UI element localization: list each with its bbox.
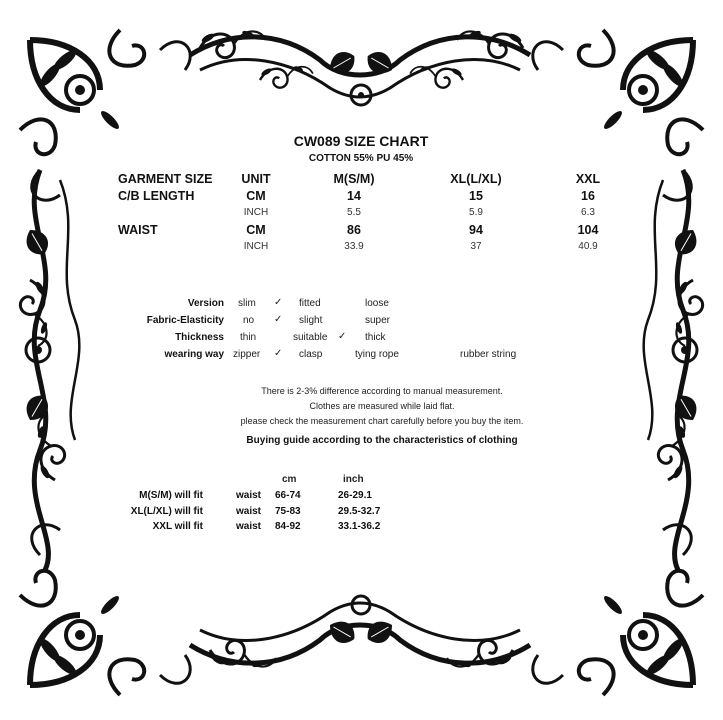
table-cell: 6.3 xyxy=(581,207,595,218)
option-zipper: zipper xyxy=(233,349,261,360)
guide-size-label: XL(L/XL) will fit xyxy=(130,506,203,517)
guide-cm: 84-92 xyxy=(275,521,301,532)
note-line: Clothes are measured while laid flat. xyxy=(309,401,455,411)
table-cell: 14 xyxy=(347,189,361,203)
option-slight: slight xyxy=(299,315,323,326)
header-size-xxl: XXL xyxy=(575,172,601,186)
table-cell: 40.9 xyxy=(578,241,598,252)
header-unit: UNIT xyxy=(241,172,271,186)
header-size-m: M(S/M) xyxy=(333,172,375,186)
guide-cm: 75-83 xyxy=(275,506,301,517)
row-unit-cm: CM xyxy=(246,189,266,203)
check-mark-icon: ✓ xyxy=(274,297,283,308)
guide-col-cm: cm xyxy=(282,474,297,485)
option-tying-rope: tying rope xyxy=(355,349,399,360)
char-label-thickness: Thickness xyxy=(175,332,224,343)
option-thick: thick xyxy=(365,332,386,343)
table-cell: 5.5 xyxy=(347,207,361,218)
check-mark-icon: ✓ xyxy=(274,348,283,359)
option-super: super xyxy=(365,315,391,326)
option-no: no xyxy=(243,315,255,326)
row-label-waist: WAIST xyxy=(118,223,158,237)
chart-title: CW089 SIZE CHART xyxy=(293,133,429,149)
table-cell: 5.9 xyxy=(469,207,483,218)
guide-col-inch: inch xyxy=(343,474,364,485)
table-cell: 86 xyxy=(347,223,361,237)
guide-part: waist xyxy=(236,521,262,532)
note-line: There is 2-3% difference according to manual measurement. xyxy=(261,386,503,396)
table-cell: 37 xyxy=(470,241,482,252)
guide-inch: 29.5-32.7 xyxy=(338,506,381,517)
guide-inch: 33.1-36.2 xyxy=(338,521,381,532)
guide-title: Buying guide according to the characteristics of clothing xyxy=(246,435,518,446)
option-thin: thin xyxy=(240,332,257,343)
header-garment-size: GARMENT SIZE xyxy=(118,172,213,186)
guide-part: waist xyxy=(236,506,262,517)
guide-cm: 66-74 xyxy=(275,490,301,501)
guide-inch: 26-29.1 xyxy=(338,490,372,501)
check-mark-icon: ✓ xyxy=(274,314,283,325)
table-cell: 94 xyxy=(469,223,483,237)
char-label-version: Version xyxy=(187,298,224,309)
row-unit-inch: INCH xyxy=(243,207,269,218)
option-rubber-string: rubber string xyxy=(460,349,517,360)
option-slim: slim xyxy=(238,298,256,309)
table-cell: 16 xyxy=(581,189,595,203)
guide-part: waist xyxy=(236,490,262,501)
option-fitted: fitted xyxy=(299,298,321,309)
table-cell: 33.9 xyxy=(344,241,364,252)
guide-size-label: XXL will fit xyxy=(152,521,203,532)
guide-size-label: M(S/M) will fit xyxy=(139,490,203,501)
header-size-xl: XL(L/XL) xyxy=(450,172,502,186)
option-suitable: suitable xyxy=(293,332,328,343)
row-label-cb-length: C/B LENGTH xyxy=(118,189,195,203)
check-mark-icon: ✓ xyxy=(338,331,347,342)
char-label-wearing-way: wearing way xyxy=(164,349,224,360)
option-loose: loose xyxy=(365,298,389,309)
note-line: please check the measurement chart carefully before you buy the item. xyxy=(240,416,524,426)
table-cell: 15 xyxy=(469,189,483,203)
char-label-fabric-elasticity: Fabric-Elasticity xyxy=(146,315,224,326)
row-unit-cm: CM xyxy=(246,223,266,237)
option-clasp: clasp xyxy=(299,349,323,360)
table-cell: 104 xyxy=(577,223,599,237)
row-unit-inch: INCH xyxy=(243,241,269,252)
material-label: COTTON 55% PU 45% xyxy=(308,153,414,164)
